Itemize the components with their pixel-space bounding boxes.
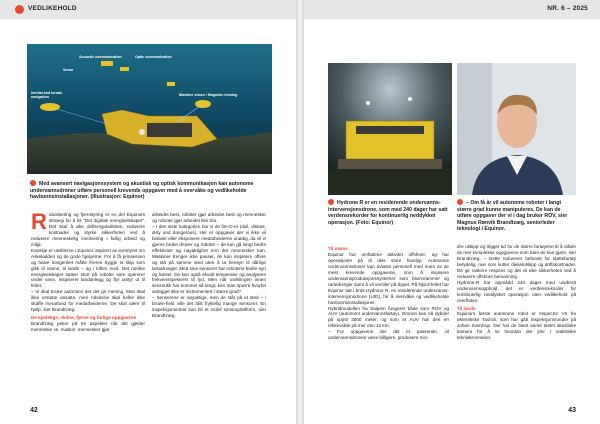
- spine: [296, 0, 304, 424]
- subsea-illustration-graphic: [27, 44, 272, 174]
- portrait-photo: [457, 63, 576, 195]
- paragraph: Kanskje er utviklerne i Equinor inspirert av eventyret om Askeladden og de gode hjelperne. For å få prinsessen og halve kongeriket måtte frieren bygge et skip som gikk til vanns, til lands – og i luften med. Det norske energiselskapet satser stort på roboter som opererer under vann, inspiserer landanlegg og flyr utstyr ut til feltet.: [31, 247, 145, 289]
- paragraph: Equinor har omfattene aktivitet offshore, og har operasjoner på til dels store havdyp. Autonome undervannsdroner kan avlaste personell med noen av de mest krevende oppgavene, som å inspisere undervannsproduksjonssystemer som brønnrammer og rørledninger samt å vil ventiler på dypet. På Njord-feltet har Equinor tatt i bruk Hydrone R, en residerende undervanns-intervensjonsdrone (UID), for å overvåke og vedlikeholde havbunnsinstallasjoner.: [328, 251, 449, 305]
- paragraph: dre utslipp og trigger tid for de større fartøyene til å utføre de mer komplekse oppgavene som bare de kan gjøre, sier Brandtzæg. – Dette reduserer behovet for støttefartøy betydelig, noe som kutter dieselutslipp og driftskostnader. De gir raskere respons og det vil øke sikkerheten ved å redusere offshore bemanning.: [457, 244, 576, 279]
- caption-text: Med avansert navigasjonssystem og akustisk og optisk kommunikasjon kan autonome undervannsdroner utføre personell krevende oppgaver med å overvåke og vedlikeholde havbunnsinstallasjoner. (Illustrasjon: Equinor): [30, 181, 254, 201]
- caption-dot: [30, 180, 36, 186]
- photo-caption: [30, 180, 265, 201]
- right-column-1: [328, 244, 449, 341]
- photo-label-machine-vision: Machine vision / Magnetic homing: [179, 93, 238, 97]
- right-column-2: [457, 244, 576, 341]
- subheading: Til vanns: [328, 246, 348, 251]
- paragraph: – Vi skal bruke autonomi der det gir mening. Man skal ikke erstatte ansatte, men robotene skal heller ikke skaffe merarbeid for medarbeiderne. De skal være til hjelp, sier Brandtzæg.: [31, 289, 145, 313]
- paragraph: – For oppgavene der det er passende, vil undervannsdronen være billigere, produsere min-: [328, 329, 449, 341]
- subsea-illustration: [27, 44, 272, 174]
- caption-dot: [328, 199, 334, 205]
- photo-label-optic: Optic communication: [135, 55, 172, 59]
- paragraph: – Sensorene er nøyaktige, men de står på et sted – i brown-field ville det blitt fryktelig mange sensorer. En inspeksjonsrobot kan bli et mobil sensorplattform, sier Brandtzæg.: [152, 295, 266, 319]
- paragraph: Equinors første autonome robot er Inspector V6 fra østerrikske Taurob, som har gått inspeksjonsrunder på Johan Sverdrup. Der har de blant annet testet akustiske kamera for å se hvordan det yter i realistiske tekniskscenarier,: [457, 311, 576, 341]
- page-number: 43: [568, 407, 576, 414]
- left-column-2: [152, 212, 266, 319]
- photo-label-acoustic: Acoustic communication: [79, 55, 122, 59]
- paragraph: Brandtzæg peker på tre aspekter når det gjelder menneske vs. maskin: mennesker gjør: [31, 321, 145, 333]
- paragraph: Hybridmodellen fra Saipem fungerer både som ROV og AUV (autonomt undervannsfartøy). Dronen kan nå dybder på opptil 3000 meter, og som et AUV har den en rekkevidde på mer enn 10 km.: [328, 305, 449, 329]
- portrait-graphic: [457, 63, 576, 195]
- left-page: [0, 0, 296, 424]
- page-header: [304, 0, 600, 19]
- hydrone-photo-graphic: [328, 63, 452, 195]
- paragraph: obotisering og fjernstyring er en del Equinors strategi for å bli "Det digitale energiselskapet". Det skal å øke driftsregulariteten, redusere kostnader og styrke sikkerheten ved å redusere menneskelig involvering i farlig arbeid og miljø.: [31, 212, 145, 247]
- photo-label-sonar: Sonar: [63, 68, 74, 72]
- paragraph: – I den siste kategorien har vi de fire D-er (dull, distant, dirty and dangerous). Her er oppgaver der vi ikke vil belaste eller eksponere medarbeiderne unødig, da vil vi gjerne bruke droner og roboter – de kan gå langt bedre effektivitet og nøyaktighet enn det mennesker kan. Maskiner trenger ikke pauser, de kan inspisere offere og stå på samme sted uten å ta hensyn til dårlige belastninger. Med sine sensorer har robotene bedre syn og hørsel. De kan også ekvalt temperatur og analysere frekvensspekteret til lyd. Men når utviklingen innen sensorikk har kommet så langt, kan man spørre hvorfor anlegget ikke er instrumentert i større grad?: [152, 223, 266, 295]
- hydrone-caption: [328, 199, 452, 226]
- right-page: [304, 0, 600, 424]
- paragraph: Hydrone-R har oppnådd 240 dager med uavbrutt undervannsopphold, det er verdensrekorder for kontinuerlig neddykket operasjon uten vedlikehold på overflaten.: [457, 279, 576, 303]
- section-title: VEDLIKEHOLD: [28, 5, 77, 12]
- issue-number: NR. 6 – 2025: [547, 5, 588, 12]
- subheading: De kjedelige, skitne, fjerne og farlige oppgavene: [31, 315, 137, 321]
- caption-dot: [457, 199, 463, 205]
- paragraph: arbeidet best, roboter gjør arbeidet best og mennesker og roboter gjør arbeidet like bra.: [152, 212, 266, 223]
- photo-label-navigation: Inertial and terrain navigation: [31, 91, 63, 99]
- dropcap: R: [31, 209, 47, 234]
- caption-text: – Om få år vil autonome roboter i langt større grad kunne manipuleres. De kan de utføre oppgaver der vi i dag bruker ROV, sier Magnus Rønvik Brandtzæg, seniorleder teknologi i Equinor.: [457, 200, 568, 233]
- hydrone-photo: [328, 63, 452, 195]
- subheading: Til lands: [457, 305, 476, 311]
- section-dot: [15, 5, 24, 14]
- left-column-1: [31, 209, 145, 333]
- page-number: 42: [30, 407, 38, 414]
- portrait-caption: [457, 199, 576, 233]
- caption-text: Hydrone R er en residerende undervanns-intervensjonsdrone, som med 240 dager har satt verdensrekorder for kontinuerlig neddykket operasjon. (Foto: Equinor): [328, 200, 448, 226]
- page-header: [0, 0, 296, 19]
